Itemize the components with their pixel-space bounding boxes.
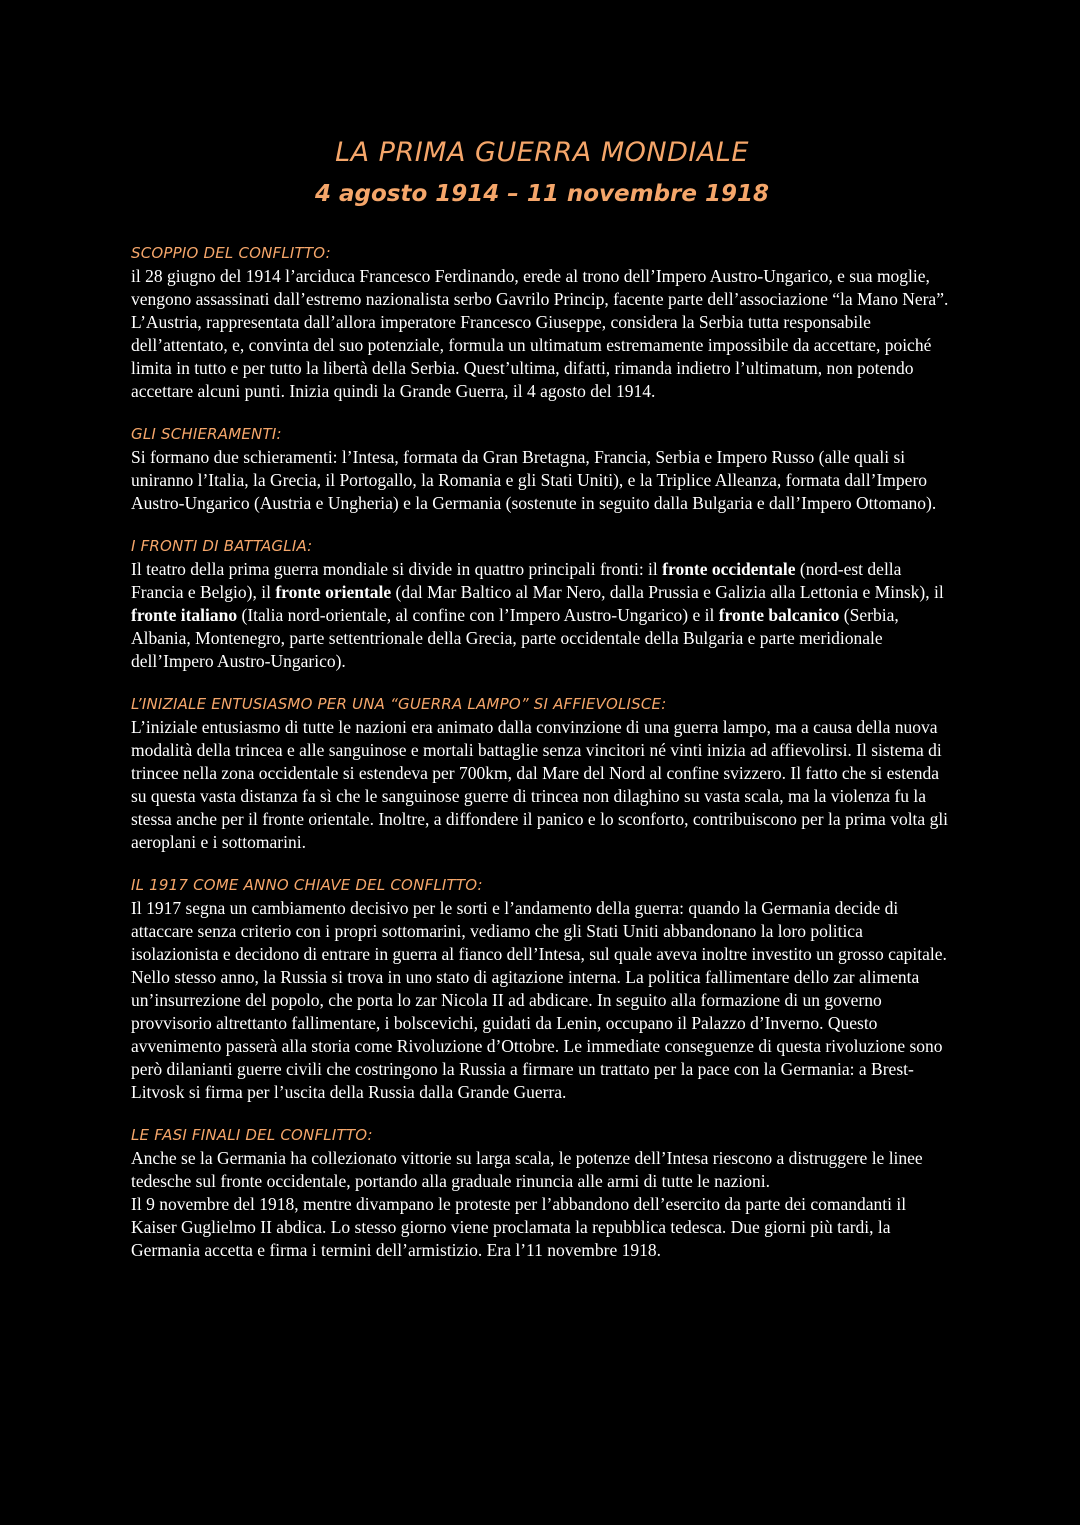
section-paragraph: [131, 1147, 953, 1193]
text-run: (Italia nord-orientale, al confine con l’Impero Austro-Ungarico) e il: [237, 605, 719, 625]
text-run: Anche se la Germania ha collezionato vittorie su larga scala, le potenze dell’Intesa riescono a distruggere le linee tedesche sul fronte occidentale, portando alla graduale rinuncia alle armi di tutte le nazioni.: [131, 1148, 923, 1191]
section: [131, 874, 953, 1104]
section: [131, 1124, 953, 1262]
text-run: L’iniziale entusiasmo di tutte le nazioni era animato dalla convinzione di una guerra lampo, ma a causa della nuova modalità della trincea e alle sanguinose e mortali battaglie senza vincitori né vinti inizia ad affievolirsi. Il sistema di trincee nella zona occidentale si estendeva per 700km, dal Mare del Nord al confine svizzero. Il fatto che si estenda su questa vasta distanza fa sì che le sanguinose guerre di trincea non dilaghino su vasta scala, ma la violenza fu la stessa anche per il fronte orientale. Inoltre, a diffondere il panico e lo sconforto, contribuiscono per la prima volta gli aeroplani e i sottomarini.: [131, 717, 949, 852]
document-page: [131, 132, 953, 1282]
section-heading: GLI SCHIERAMENTI:: [131, 425, 282, 443]
text-run: Il teatro della prima guerra mondiale si divide in quattro principali fronti: il: [131, 559, 663, 579]
section-paragraph: [131, 558, 953, 673]
section-paragraph: [131, 897, 953, 966]
text-run: (dal Mar Baltico al Mar Nero, dalla Prussia e Galizia alla Lettonia e Minsk), il: [391, 582, 944, 602]
text-run: Il 9 novembre del 1918, mentre divampano le proteste per l’abbandono dell’esercito da parte dei comandanti il Kaiser Guglielmo II abdica. Lo stesso giorno viene proclamata la repubblica tedesca. Due giorni più tardi, la Germania accetta e firma i termini dell’armistizio. Era l’11 novembre 1918.: [131, 1194, 907, 1260]
section-paragraph: [131, 265, 953, 403]
section: [131, 242, 953, 403]
section-heading: LE FASI FINALI DEL CONFLITTO:: [131, 1126, 373, 1144]
section-heading: SCOPPIO DEL CONFLITTO:: [131, 244, 331, 262]
section-paragraph: [131, 1193, 953, 1262]
text-run: Il 1917 segna un cambiamento decisivo per le sorti e l’andamento della guerra: quando la Germania decide di attaccare senza criterio con i propri sottomarini, vediamo che gli Stati Uniti abbandonano la loro politica isolazionista e decidono di entrare in guerra al fianco dell’Intesa, sul quale aveva inoltre investito un grosso capitale.: [131, 898, 947, 964]
text-run: (nord-est della Francia e Belgio), il: [131, 559, 902, 602]
document-subtitle: 4 agosto 1914 – 11 novembre 1918: [315, 181, 769, 207]
text-run: il 28 giugno del 1914 l’arciduca Francesco Ferdinando, erede al trono dell’Impero Austro-Ungarico, e sua moglie, vengono assassinati dall’estremo nazionalista serbo Gavrilo Princip, facente parte dell’associazione “la Mano Nera”. L’Austria, rappresentata dall’allora imperatore Francesco Giuseppe, considera la Serbia tutta responsabile dell’attentato, e, convinta del suo potenziale, formula un ultimatum estremamente impossibile da accettare, poiché limita in tutto e per tutto la libertà della Serbia. Quest’ultima, difatti, rimanda indietro l’ultimatum, non potendo accettare alcuni punti. Inizia quindi la Grande Guerra, il 4 agosto del 1914.: [131, 266, 949, 401]
section-paragraph: [131, 446, 953, 515]
section-heading: I FRONTI DI BATTAGLIA:: [131, 537, 313, 555]
bold-term: fronte balcanico: [718, 605, 840, 625]
section: [131, 693, 953, 854]
bold-term: fronte italiano: [131, 605, 238, 625]
document-title: LA PRIMA GUERRA MONDIALE: [335, 137, 749, 168]
section-paragraph: [131, 716, 953, 854]
sections-container: [131, 242, 953, 1262]
bold-term: fronte occidentale: [662, 559, 796, 579]
title-block: [131, 132, 953, 214]
section: [131, 535, 953, 673]
bold-term: fronte orientale: [275, 582, 392, 602]
section-paragraph: [131, 966, 953, 1104]
section-heading: IL 1917 COME ANNO CHIAVE DEL CONFLITTO:: [131, 876, 483, 894]
text-run: Si formano due schieramenti: l’Intesa, formata da Gran Bretagna, Francia, Serbia e Impero Russo (alle quali si uniranno l’Italia, la Grecia, il Portogallo, la Romania e gli Stati Uniti), e la Triplice Alleanza, formata dall’Impero Austro-Ungarico (Austria e Ungheria) e la Germania (sostenute in seguito dalla Bulgaria e dall’Impero Ottomano).: [131, 447, 937, 513]
section: [131, 423, 953, 515]
text-run: Nello stesso anno, la Russia si trova in uno stato di agitazione interna. La politica fallimentare dello zar alimenta un’insurrezione del popolo, che porta lo zar Nicola II ad abdicare. In seguito alla formazione di un governo provvisorio altrettanto fallimentare, i bolscevichi, guidati da Lenin, occupano il Palazzo d’Inverno. Questo avvenimento passerà alla storia come Rivoluzione d’Ottobre. Le immediate conseguenze di questa rivoluzione sono però dilanianti guerre civili che costringono la Russia a firmare un trattato per la pace con la Germania: a Brest-Litvosk si firma per l’uscita della Russia dalla Grande Guerra.: [131, 967, 943, 1102]
section-heading: L’INIZIALE ENTUSIASMO PER UNA “GUERRA LAMPO” SI AFFIEVOLISCE:: [131, 695, 667, 713]
text-run: (Serbia, Albania, Montenegro, parte settentrionale della Grecia, parte occidentale della Bulgaria e parte meridionale dell’Impero Austro-Ungarico).: [131, 605, 899, 671]
